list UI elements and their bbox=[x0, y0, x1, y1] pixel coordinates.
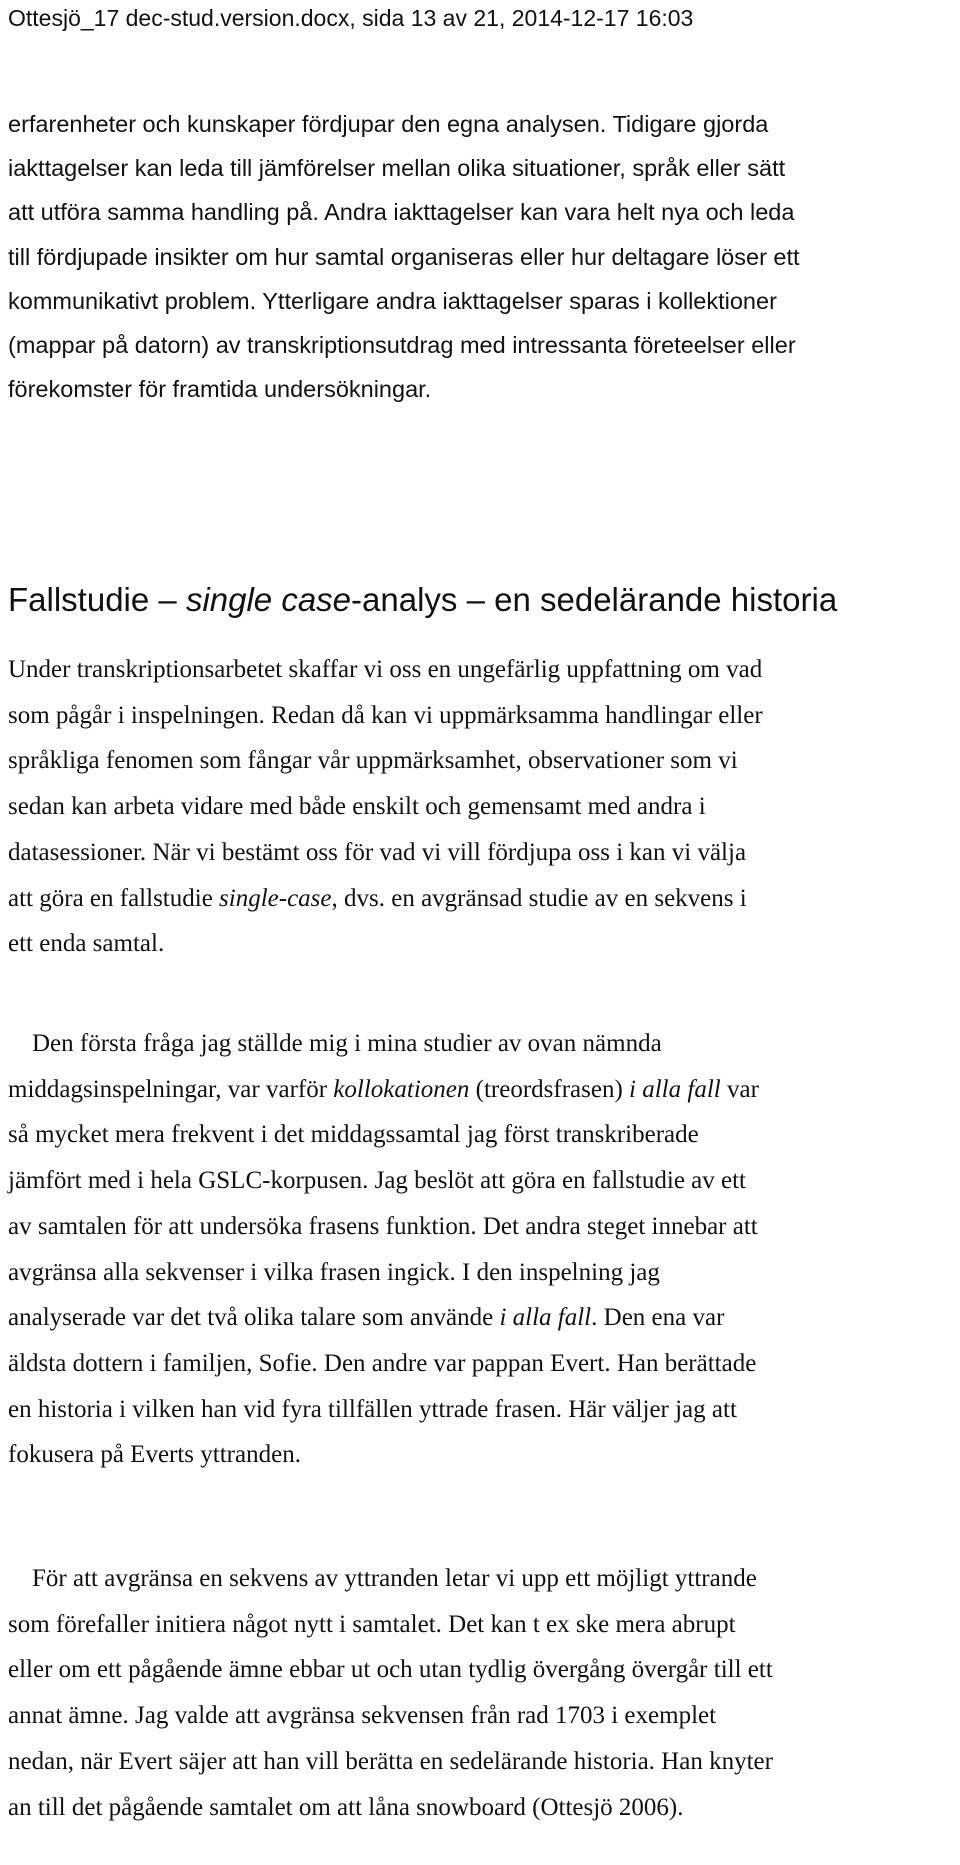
text-span: var bbox=[720, 1075, 759, 1103]
italic-term: i alla fall bbox=[629, 1075, 721, 1103]
paragraph-2 bbox=[8, 1021, 958, 1478]
text-span: , dvs. en avgränsad studie av en sekvens i bbox=[331, 884, 747, 912]
text-line bbox=[8, 876, 958, 922]
text-line: Under transkriptionsarbetet skaffar vi oss en ungefärlig uppfattning om vad bbox=[8, 656, 763, 683]
text-line: av samtalen för att undersöka frasens funktion. Det andra steget innebar att bbox=[8, 1212, 758, 1240]
text-line: en historia i vilken han vid fyra tillfällen yttrade frasen. Här väljer jag att bbox=[8, 1395, 737, 1423]
text-line: som pågår i inspelningen. Redan då kan vi uppmärksamma handlingar eller bbox=[8, 701, 763, 729]
text-line bbox=[8, 1295, 958, 1341]
intro-paragraph bbox=[8, 102, 958, 411]
text-line: som förefaller initiera något nytt i samtalet. Det kan t ex ske mera abrupt bbox=[8, 1610, 736, 1638]
text-line: äldsta dottern i familjen, Sofie. Den andre var pappan Evert. Han berättade bbox=[8, 1349, 757, 1377]
text-line: ett enda samtal. bbox=[8, 930, 165, 958]
text-line: att utföra samma handling på. Andra iakttagelser kan vara helt nya och leda bbox=[8, 199, 795, 226]
text-span: att göra en fallstudie bbox=[8, 884, 220, 912]
italic-term: single-case bbox=[219, 884, 332, 912]
text-line: För att avgränsa en sekvens av yttranden letar vi upp ett möjligt yttrande bbox=[32, 1565, 757, 1592]
text-span: middagsinspelningar, var varför bbox=[8, 1075, 334, 1103]
text-line: eller om ett pågående ämne ebbar ut och utan tydlig övergång övergår till ett bbox=[8, 1656, 773, 1684]
text-line: annat ämne. Jag valde att avgränsa sekvensen från rad 1703 i exemplet bbox=[8, 1702, 717, 1730]
text-line: erfarenheter och kunskaper fördjupar den egna analysen. Tidigare gjorda bbox=[8, 111, 769, 137]
heading-part: Fallstudie – bbox=[8, 581, 186, 618]
text-span: . Den ena var bbox=[591, 1304, 725, 1332]
text-line: nedan, när Evert säjer att han vill berätta en sedelärande historia. Han knyter bbox=[8, 1747, 773, 1775]
document-header: Ottesjö_17 dec-stud.version.docx, sida 13 av 21, 2014-12-17 16:03 bbox=[8, 5, 694, 31]
italic-term: i alla fall bbox=[499, 1304, 592, 1332]
section-heading bbox=[8, 578, 837, 622]
text-line bbox=[8, 1067, 958, 1113]
italic-term: kollokationen bbox=[333, 1075, 470, 1103]
paragraph-1 bbox=[8, 647, 958, 967]
text-line: avgränsa alla sekvenser i vilka frasen ingick. I den inspelning jag bbox=[8, 1258, 660, 1286]
text-span: analyserade var det två olika talare som använde bbox=[8, 1304, 500, 1332]
text-span: (treordsfrasen) bbox=[469, 1075, 630, 1103]
text-line: datasessioner. När vi bestämt oss för vad vi vill fördjupa oss i kan vi välja bbox=[8, 838, 747, 866]
text-line: jämfört med i hela GSLC-korpusen. Jag beslöt att göra en fallstudie av ett bbox=[8, 1167, 747, 1195]
text-line: förekomster för framtida undersökningar. bbox=[8, 376, 432, 403]
text-line: an till det pågående samtalet om att låna snowboard (Ottesjö 2006). bbox=[8, 1793, 684, 1821]
text-line: sedan kan arbeta vidare med både enskilt och gemensamt med andra i bbox=[8, 793, 706, 821]
text-line: (mappar på datorn) av transkriptionsutdrag med intressanta företeelser eller bbox=[8, 332, 796, 359]
text-line: språkliga fenomen som fångar vår uppmärksamhet, observationer som vi bbox=[8, 747, 738, 775]
text-line: iakttagelser kan leda till jämförelser mellan olika situationer, språk eller sätt bbox=[8, 155, 786, 182]
text-line: Den första fråga jag ställde mig i mina studier av ovan nämnda bbox=[32, 1030, 662, 1057]
heading-italic-part: single case bbox=[185, 581, 352, 618]
paragraph-3 bbox=[8, 1556, 958, 1830]
text-line: kommunikativt problem. Ytterligare andra iakttagelser sparas i kollektioner bbox=[8, 287, 777, 314]
heading-part: -analys – en sedelärande historia bbox=[351, 581, 838, 618]
text-line: till fördjupade insikter om hur samtal organiseras eller hur deltagare löser ett bbox=[8, 243, 800, 270]
text-line: fokusera på Everts yttranden. bbox=[8, 1441, 301, 1469]
text-line: så mycket mera frekvent i det middagssamtal jag först transkriberade bbox=[8, 1121, 699, 1149]
